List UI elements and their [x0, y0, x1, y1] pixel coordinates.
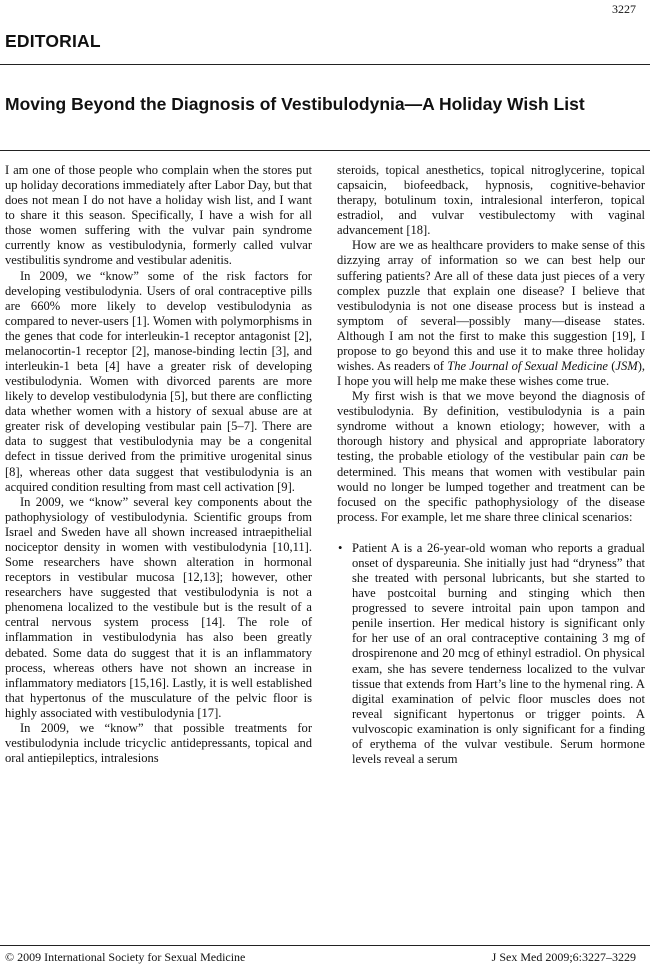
holiday-wishes-paragraph — [337, 238, 645, 389]
title-rule — [0, 150, 650, 151]
first-wish-emphasis: can — [610, 449, 629, 464]
first-wish-text-end: be determined. This means that women with vestibular pain would no longer be lumped together and treatment can be focused on the specific pathophysiology of the disease process. For example, let me share three clinical scenarios: — [337, 449, 646, 524]
list-item — [337, 541, 645, 767]
footer-rule — [0, 945, 650, 946]
treatments-continued-paragraph: steroids, topical anesthetics, topical nitroglycerine, topical capsaicin, biofeedback, hypnosis, cognitive-behavior therapy, botulinum toxin, intralesional interferon, topical estradiol, and vulvar vestibulectomy with vaginal advancement [18]. — [337, 163, 645, 238]
copyright-notice: © 2009 International Society for Sexual Medicine — [5, 950, 246, 964]
header-rule — [0, 64, 650, 65]
wishes-text-start: How are we as healthcare providers to make sense of this dizzying array of information so we can best help our suffering patients? Are all of these data just pieces of a very complex puzzle that explain one disease? I believe that vestibulodynia is not one disease process but is instead a symptom of several—possibly many—disease states. Although I am not the first to make this suggestion [19], I propose to go beyond this and use it to make three holiday wishes. As readers of — [337, 238, 645, 374]
clinical-scenarios-list — [337, 541, 645, 767]
patient-a-scenario: Patient A is a 26-year-old woman who reports a gradual onset of dyspareunia. She initially just had “dryness” that she treated with personal lubricants, but she started to have postcoital burning and stinging which then progressed to severe introital pain upon tampon and penile insertion. Her medical history is significant only for her use of an oral contraceptive containing 3 mg of drospirenone and 20 mcg of ethinyl estradiol. On physical exam, she has severe tenderness localized to the vulvar tissue that extends from Hart’s line to the hymenal ring. A digital examination of pelvic floor muscles does not reveal significant hypertonus or trigger points. A vulvoscopic examination is only significant for a finding of erythema of the vulvar vestibule. Serum hormone levels reveal a serum — [352, 540, 645, 766]
first-wish-text-start: My first wish is that we move beyond the diagnosis of vestibulodynia. By definition, vestibulodynia is a pain syndrome without a known etiology; however, with a thorough history and physical and appropriate laboratory testing, the probable etiology of the vestibular pain — [337, 389, 645, 464]
section-label: EDITORIAL — [5, 31, 101, 51]
page-number: 3227 — [612, 2, 636, 16]
journal-name: The Journal of Sexual Medicine — [447, 359, 608, 374]
left-column — [5, 163, 312, 766]
bullet-marker: • — [338, 540, 343, 555]
journal-abbrev: JSM — [615, 359, 638, 374]
pathophysiology-paragraph: In 2009, we “know” several key components about the pathophysiology of vestibulodynia. Scientific groups from Israel and Sweden have all shown increased intraepithelial nociceptor density in women with vestibulodynia [10,11]. Some researchers have shown alteration in hormonal receptors in vestibular mucosa [12,13]; however, other researchers have suggested that vestibulodynia is not a phenomena localized to the vestibule but is the result of a central nervous system process [14]. The role of inflammation in vestibulodynia has also been greatly debated. Some data do suggest that it is an inflammatory process, whereas others have not shown an increase in inflammatory mediators [15,16]. Lastly, it is well established that hypertonus of the musculature of the pelvic floor is highly associated with vestibulodynia [17]. — [5, 494, 312, 720]
journal-citation: J Sex Med 2009;6:3227–3229 — [491, 950, 636, 964]
journal-abbrev-open: ( — [607, 359, 616, 374]
wishes-text-end: ), I hope you will help me make these wishes come true. — [337, 359, 646, 389]
risk-factors-paragraph: In 2009, we “know” some of the risk factors for developing vestibulodynia. Users of oral contraceptive pills are 660% more likely to develop vestibulodynia as compared to never-users [1]. Women with polymorphisms in the genes that code for interleukin-1 receptor antagonist [2], melanocortin-1 receptor [2], manose-binding lectin [3], and interleukin-1 beta [4] have a greater risk of developing vestibulodynia. Women with divorced parents are more likely to develop vestibulodynia [5], but there are conflicting data whether women with a history of sexual abuse are at greater risk of developing vestibular pain [5–7]. There are data to suggest that vestibulodynia may be a congenital defect in tissue derived from the primitive urogenital sinus [8], whereas other data suggest that vestibulodynia is an acquired condition resulting from mast cell activation [9]. — [5, 268, 312, 494]
article-title: Moving Beyond the Diagnosis of Vestibulodynia—A Holiday Wish List — [5, 94, 585, 114]
treatments-paragraph: In 2009, we “know” that possible treatments for vestibulodynia include tricyclic antidepressants, topical and oral antiepileptics, intralesions — [5, 720, 312, 766]
intro-paragraph: I am one of those people who complain when the stores put up holiday decorations immediately after Labor Day, but that does not mean I do not have a holiday wish list, and I want to share it this season. Specifically, I have a wish for all those women suffering with the vulvar pain syndrome currently know as vestibulodynia, formerly called vulvar vestibulitis syndrome and vestibular adenitis. — [5, 163, 312, 268]
right-column — [337, 163, 645, 767]
first-wish-paragraph — [337, 389, 645, 525]
